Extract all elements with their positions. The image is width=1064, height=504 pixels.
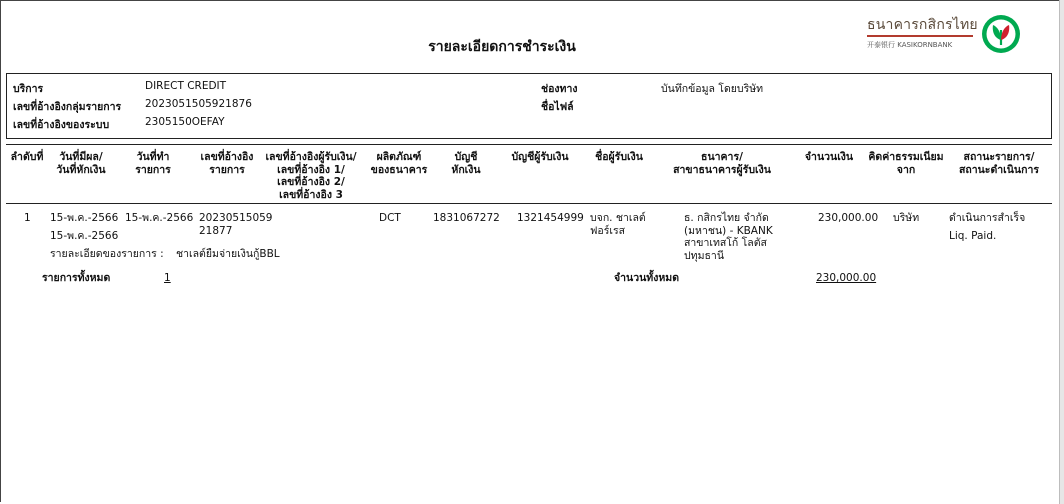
row-effective-date: 15-พ.ค.-2566	[50, 212, 119, 224]
row-status: ดำเนินการสำเร็จ	[949, 212, 1026, 224]
row-ref: 20230515059 21877	[199, 212, 273, 237]
col-product: ผลิตภัณฑ์ ของธนาคาร	[370, 151, 428, 176]
logo-underline	[867, 35, 973, 37]
group-ref-label: เลขที่อ้างอิงกลุ่มรายการ	[13, 101, 122, 113]
row-fee-from: บริษัท	[893, 212, 920, 224]
row-product: DCT	[379, 212, 401, 224]
col-ref: เลขที่อ้างอิง รายการ	[200, 151, 254, 176]
scrollbar-edge[interactable]	[1059, 0, 1064, 504]
kbank-emblem-icon	[981, 14, 1021, 54]
service-value: DIRECT CREDIT	[145, 80, 227, 92]
row-payee-account: 1321454999	[517, 212, 584, 224]
row-seq: 1	[24, 212, 31, 224]
group-ref-value: 2023051505921876	[145, 98, 252, 110]
col-txn-date: วันที่ทำ รายการ	[135, 151, 171, 176]
row-debit-account: 1831067272	[433, 212, 500, 224]
system-ref-label: เลขที่อ้างอิงของระบบ	[13, 119, 110, 131]
summary-info-box	[6, 73, 1052, 139]
system-ref-value: 2305150OEFAY	[145, 116, 225, 128]
logo-english-text: 开泰银行 KASIKORNBANK	[867, 41, 953, 49]
col-status: สถานะรายการ/ สถานะดำเนินการ	[958, 151, 1040, 176]
col-debit-account: บัญชี หักเงิน	[451, 151, 481, 176]
col-amount: จำนวนเงิน	[804, 151, 854, 163]
row-detail-value: ชาเลต์ยืมจ่ายเงินกู้BBL	[176, 248, 280, 260]
page-title: รายละเอียดการชำระเงิน	[428, 39, 576, 55]
total-amount-label: จำนวนทั้งหมด	[614, 272, 680, 284]
channel-value: บันทึกข้อมูล โดยบริษัท	[661, 83, 764, 95]
kasikornbank-logo	[867, 14, 978, 49]
col-fee-from: คิดค่าธรรมเนียม จาก	[868, 151, 944, 176]
col-payee-name: ชื่อผู้รับเงิน	[595, 151, 643, 163]
col-bank: ธนาคาร/ สาขาธนาคารผู้รับเงิน	[673, 151, 771, 176]
row-txn-date: 15-พ.ค.-2566	[125, 212, 194, 224]
total-items-label: รายการทั้งหมด	[42, 272, 111, 284]
col-payee-account: บัญชีผู้รับเงิน	[511, 151, 569, 163]
row-payee-name: บจก. ชาเลต์ ฟอร์เรส	[590, 212, 646, 237]
logo-thai-text: ธนาคารกสิกรไทย	[867, 17, 978, 33]
col-effective-date: วันที่มีผล/ วันที่หักเงิน	[56, 151, 106, 176]
col-seq: ลำดับที่	[10, 151, 44, 163]
row-debit-date: 15-พ.ค.-2566	[50, 230, 119, 242]
total-amount-value: 230,000.00	[816, 272, 877, 284]
total-items-value: 1	[164, 272, 171, 284]
row-detail-label: รายละเอียดของรายการ :	[50, 248, 164, 260]
channel-label: ช่องทาง	[541, 83, 578, 95]
service-label: บริการ	[13, 83, 44, 95]
row-bank: ธ. กสิกรไทย จำกัด (มหาชน) - KBANK สาขาเทสโก้ โลตัส ปทุมธานี	[684, 212, 773, 262]
row-amount: 230,000.00	[818, 212, 879, 224]
filename-label: ชื่อไฟล์	[541, 101, 574, 113]
col-payee-ref: เลขที่อ้างอิงผู้รับเงิน/ เลขที่อ้างอิง 1/ เลขที่อ้างอิง 2/ เลขที่อ้างอิง 3	[265, 151, 357, 201]
row-status-2: Liq. Paid.	[949, 230, 997, 242]
